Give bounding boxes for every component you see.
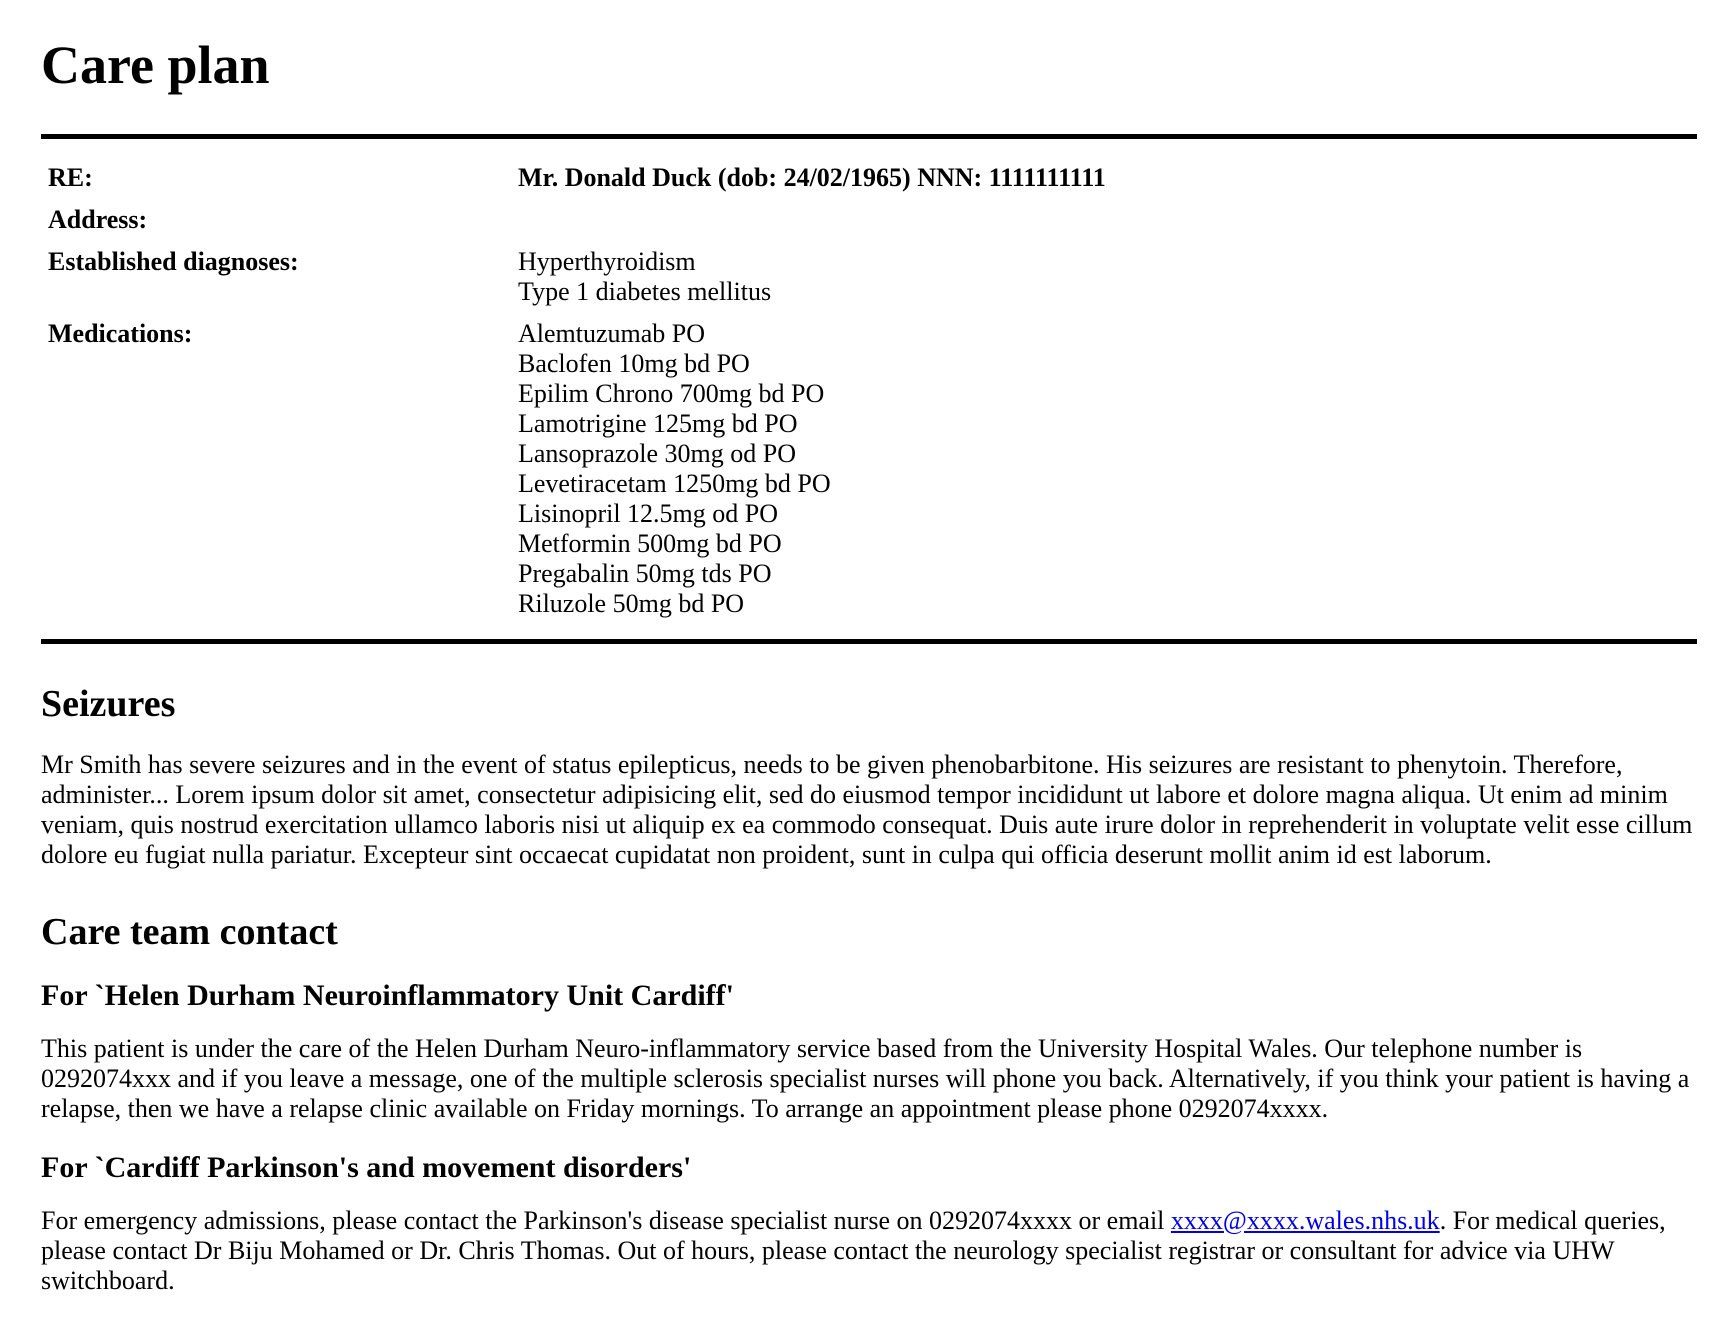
medication-item: Levetiracetam 1250mg bd PO [518, 469, 831, 498]
medication-item: Lisinopril 12.5mg od PO [518, 499, 779, 528]
diagnoses-row [41, 241, 1697, 313]
medication-item: Pregabalin 50mg tds PO [518, 559, 772, 588]
unit-text-parkinsons [41, 1206, 1701, 1296]
seizures-text: Mr Smith has severe seizures and in the event of status epilepticus, needs to be given phenobarbitone. His seizures are resistant to phenytoin. Therefore, administer... Lorem ipsum dolor sit amet, consectetur adipisicing elit, sed do eiusmod tempor incididunt ut labore et dolore magna aliqua. Ut enim ad minim veniam, quis nostrud exercitation ullamco laboris nisi ut aliquip ex ea commodo consequat. Duis aute irure dolor in reprehenderit in voluptate velit esse cillum dolore eu fugiat nulla pariatur. Excepteur sint occaecat cupidatat non proident, sunt in culpa qui officia deserunt mollit anim id est laborum. [41, 750, 1693, 869]
diagnoses-list [511, 241, 1697, 313]
parkinsons-text-before: For emergency admissions, please contact the Parkinson's disease specialist nurse on 0292074xxxx or email [41, 1206, 1171, 1235]
re-row [41, 157, 1697, 199]
patient-info-table [41, 157, 1697, 625]
medication-item: Baclofen 10mg bd PO [518, 349, 750, 378]
seizures-heading: Seizures [41, 683, 176, 725]
re-label: RE: [48, 163, 93, 192]
info-divider [41, 639, 1697, 644]
unit-heading-parkinsons: For `Cardiff Parkinson's and movement disorders' [41, 1151, 692, 1184]
address-value [511, 199, 1697, 241]
medication-item: Metformin 500mg bd PO [518, 529, 782, 558]
diagnoses-label: Established diagnoses: [48, 247, 299, 276]
address-row [41, 199, 1697, 241]
seizures-section [41, 682, 1697, 870]
medication-item: Riluzole 50mg bd PO [518, 589, 745, 618]
diagnosis-item: Type 1 diabetes mellitus [518, 277, 772, 306]
parkinsons-text-after: . For medical queries, please contact Dr Biju Mohamed or Dr. Chris Thomas. Out of hours, please contact the neurology specialist registrar or consultant for advice via UHW switchboard. [41, 1206, 1666, 1295]
page-title: Care plan [41, 35, 270, 95]
unit-heading-neuroinflammatory: For `Helen Durham Neuroinflammatory Unit Cardiff' [41, 979, 734, 1012]
medication-item: Epilim Chrono 700mg bd PO [518, 379, 825, 408]
medications-row [41, 313, 1697, 625]
care-team-section [41, 910, 1697, 1296]
header-divider [41, 134, 1697, 139]
medication-item: Lamotrigine 125mg bd PO [518, 409, 798, 438]
address-label: Address: [48, 205, 148, 234]
medication-item: Lansoprazole 30mg od PO [518, 439, 797, 468]
care-team-heading: Care team contact [41, 911, 338, 953]
medications-list [511, 313, 1697, 625]
medications-label: Medications: [48, 319, 193, 348]
unit-text-neuroinflammatory: This patient is under the care of the Helen Durham Neuro-inflammatory service based from the University Hospital Wales. Our telephone number is 0292074xxx and if you leave a message, one of the multiple sclerosis specialist nurses will phone you back. Alternatively, if you think your patient is having a relapse, then we have a relapse clinic available on Friday mornings. To arrange an appointment please phone 0292074xxxx. [41, 1034, 1690, 1123]
medication-item: Alemtuzumab PO [518, 319, 706, 348]
diagnosis-item: Hyperthyroidism [518, 247, 696, 276]
re-value: Mr. Donald Duck (dob: 24/02/1965) NNN: 1111111111 [518, 163, 1106, 192]
email-link[interactable]: xxxx@xxxx.wales.nhs.uk [1170, 1206, 1440, 1235]
